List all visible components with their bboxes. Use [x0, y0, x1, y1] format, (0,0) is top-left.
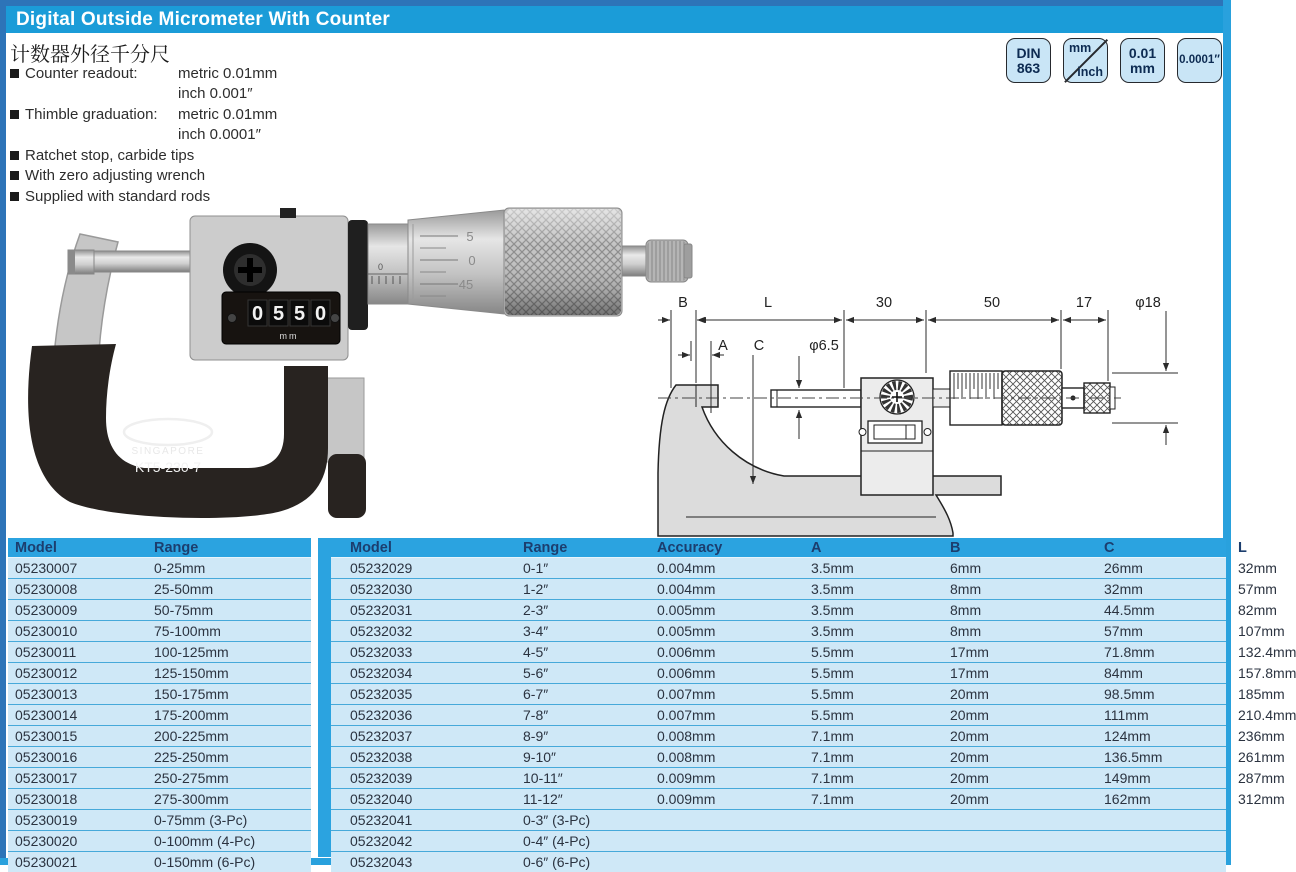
- table-cell: 111mm: [1085, 705, 1219, 726]
- brand-origin-label: SINGAPORE: [132, 446, 205, 457]
- table-row: [331, 684, 1226, 705]
- table-cell: 84mm: [1085, 663, 1219, 684]
- table-cell: 05230020: [8, 831, 147, 852]
- table-cell: 05230017: [8, 768, 147, 789]
- spec-list: [10, 63, 277, 207]
- inch-models-table-container: [331, 538, 1226, 872]
- spec-label: Supplied with standard rods: [25, 188, 210, 205]
- technical-drawing: [656, 293, 1231, 538]
- table-cell: 20mm: [931, 747, 1085, 768]
- thimble-mark-0: 0: [468, 253, 475, 268]
- table-cell: 287mm: [1219, 768, 1226, 789]
- table-cell: 8mm: [931, 600, 1085, 621]
- dim-label-dia18: φ18: [1135, 295, 1161, 311]
- table-cell: [638, 852, 792, 872]
- table-row: [8, 642, 311, 663]
- table-cell: 162mm: [1085, 789, 1219, 810]
- table-cell: 225-250mm: [147, 747, 311, 768]
- table-cell: 20mm: [931, 768, 1085, 789]
- table-cell: 0.008mm: [638, 726, 792, 747]
- dim-label-b: B: [678, 295, 688, 311]
- table-header-row: [331, 538, 1226, 558]
- page-title: Digital Outside Micrometer With Counter: [6, 9, 390, 31]
- table-cell: 05232041: [331, 810, 504, 831]
- bullet-square-icon: [10, 110, 19, 119]
- counter-unit-label: mm: [280, 331, 299, 341]
- table-cell: 17mm: [931, 663, 1085, 684]
- table-row: [8, 726, 311, 747]
- table-cell: 20mm: [931, 789, 1085, 810]
- table-row: [331, 558, 1226, 579]
- column-header: Range: [504, 538, 638, 558]
- table-cell: 10-11″: [504, 768, 638, 789]
- table-cell: 132.4mm: [1219, 642, 1226, 663]
- table-cell: 05232034: [331, 663, 504, 684]
- table-cell: 0.008mm: [638, 747, 792, 768]
- table-cell: 05232037: [331, 726, 504, 747]
- table-cell: 3.5mm: [792, 621, 931, 642]
- dim-label-dia65: φ6.5: [809, 338, 839, 354]
- table-cell: 0-1″: [504, 558, 638, 579]
- spec-value: metric 0.01mm: [178, 65, 277, 82]
- inch-models-table: [331, 538, 1226, 872]
- page-frame-left: [0, 0, 6, 865]
- badge-text: mm: [1069, 42, 1091, 55]
- table-cell: 05232043: [331, 852, 504, 872]
- table-row: [8, 705, 311, 726]
- spec-row: [10, 145, 277, 166]
- table-cell: [792, 852, 931, 872]
- table-cell: 05230008: [8, 579, 147, 600]
- table-cell: 0.005mm: [638, 600, 792, 621]
- table-cell: 125-150mm: [147, 663, 311, 684]
- table-row: [331, 768, 1226, 789]
- bullet-square-icon: [10, 151, 19, 160]
- table-cell: 05230018: [8, 789, 147, 810]
- table-cell: [1219, 831, 1226, 852]
- badge-text: 0.01: [1129, 46, 1156, 61]
- table-cell: 0.007mm: [638, 684, 792, 705]
- table-row: [8, 621, 311, 642]
- table-cell: 275-300mm: [147, 789, 311, 810]
- bullet-square-icon: [10, 171, 19, 180]
- table-row: [331, 726, 1226, 747]
- thimble-mark-45: 45: [459, 277, 473, 292]
- table-cell: 200-225mm: [147, 726, 311, 747]
- table-cell: 57mm: [1219, 579, 1226, 600]
- table-row: [331, 705, 1226, 726]
- table-cell: 7-8″: [504, 705, 638, 726]
- table-row: [331, 621, 1226, 642]
- table-cell: 05232042: [331, 831, 504, 852]
- spec-value: inch 0.0001″: [178, 126, 261, 143]
- dim-label-c: C: [754, 338, 764, 354]
- column-header: C: [1085, 538, 1219, 558]
- table-cell: 05232031: [331, 600, 504, 621]
- table-cell: 5-6″: [504, 663, 638, 684]
- badge-text: 863: [1017, 61, 1040, 76]
- badge-text: 0.0001″: [1179, 55, 1220, 67]
- table-cell: 7.1mm: [792, 726, 931, 747]
- counter-digit: 0: [252, 303, 263, 325]
- resolution-mm-badge: [1120, 38, 1165, 83]
- table-cell: 05230019: [8, 810, 147, 831]
- table-cell: 0.007mm: [638, 705, 792, 726]
- table-row: [331, 663, 1226, 684]
- spec-label: Thimble graduation:: [25, 106, 178, 123]
- table-cell: 20mm: [931, 726, 1085, 747]
- table-cell: 136.5mm: [1085, 747, 1219, 768]
- table-cell: 150-175mm: [147, 684, 311, 705]
- table-cell: 05232040: [331, 789, 504, 810]
- table-cell: [638, 810, 792, 831]
- table-cell: 124mm: [1085, 726, 1219, 747]
- table-cell: 05230010: [8, 621, 147, 642]
- dim-label-a: A: [718, 338, 728, 354]
- table-cell: 0.009mm: [638, 789, 792, 810]
- table-cell: [1085, 831, 1219, 852]
- table-row: [8, 810, 311, 831]
- table-cell: 7.1mm: [792, 747, 931, 768]
- badge-text: inch: [1077, 66, 1103, 79]
- table-cell: 4-5″: [504, 642, 638, 663]
- table-row: [331, 852, 1226, 872]
- column-header: Range: [147, 538, 311, 558]
- dim-label-30: 30: [876, 295, 892, 311]
- spec-row: [10, 63, 277, 84]
- table-cell: 8mm: [931, 621, 1085, 642]
- table-cell: 05230011: [8, 642, 147, 663]
- table-cell: 0-4″ (4-Pc): [504, 831, 638, 852]
- table-row: [8, 558, 311, 579]
- table-cell: 20mm: [931, 705, 1085, 726]
- product-photo: [22, 208, 694, 526]
- dim-label-l: L: [764, 295, 772, 311]
- table-cell: 26mm: [1085, 558, 1219, 579]
- table-row: [331, 810, 1226, 831]
- table-cell: 3.5mm: [792, 579, 931, 600]
- table-cell: 185mm: [1219, 684, 1226, 705]
- table-cell: 05230013: [8, 684, 147, 705]
- mm-inch-badge: [1063, 38, 1108, 83]
- column-header: Model: [8, 538, 147, 558]
- table-row: [331, 789, 1226, 810]
- feature-badges: [1006, 38, 1222, 83]
- table-cell: 11-12″: [504, 789, 638, 810]
- table-cell: 2-3″: [504, 600, 638, 621]
- table-cell: 149mm: [1085, 768, 1219, 789]
- table-cell: 157.8mm: [1219, 663, 1226, 684]
- spec-row: [10, 166, 277, 187]
- table-cell: [931, 852, 1085, 872]
- table-cell: 0-150mm (6-Pc): [147, 852, 311, 872]
- table-cell: 5.5mm: [792, 663, 931, 684]
- table-cell: 05232030: [331, 579, 504, 600]
- table-cell: 17mm: [931, 642, 1085, 663]
- spec-row: [10, 104, 277, 125]
- table-cell: 7.1mm: [792, 768, 931, 789]
- table-cell: [1219, 852, 1226, 872]
- table-cell: 3.5mm: [792, 600, 931, 621]
- table-row: [8, 789, 311, 810]
- thimble-mark-5: 5: [466, 229, 473, 244]
- table-row: [8, 831, 311, 852]
- header-bar: [6, 6, 1223, 33]
- table-cell: 0.004mm: [638, 558, 792, 579]
- table-cell: 32mm: [1219, 558, 1226, 579]
- badge-text: DIN: [1016, 46, 1040, 61]
- table-cell: 05230012: [8, 663, 147, 684]
- table-cell: 0.006mm: [638, 642, 792, 663]
- table-cell: 05232032: [331, 621, 504, 642]
- table-cell: 05232035: [331, 684, 504, 705]
- resolution-inch-badge: [1177, 38, 1222, 83]
- table-cell: 05230009: [8, 600, 147, 621]
- table-cell: 0.009mm: [638, 768, 792, 789]
- table-row: [331, 600, 1226, 621]
- table-row: [331, 831, 1226, 852]
- table-cell: 05230015: [8, 726, 147, 747]
- table-cell: 8mm: [931, 579, 1085, 600]
- table-cell: 75-100mm: [147, 621, 311, 642]
- table-cell: 0-25mm: [147, 558, 311, 579]
- column-header: B: [931, 538, 1085, 558]
- spec-row: [10, 84, 277, 105]
- model-code-label: KT5-230-7: [135, 459, 201, 475]
- table-cell: [1219, 810, 1226, 831]
- spec-label: With zero adjusting wrench: [25, 167, 205, 184]
- table-cell: 250-275mm: [147, 768, 311, 789]
- bullet-square-icon: [10, 192, 19, 201]
- table-cell: 05232038: [331, 747, 504, 768]
- table-cell: 261mm: [1219, 747, 1226, 768]
- table-cell: 3.5mm: [792, 558, 931, 579]
- table-cell: 7.1mm: [792, 789, 931, 810]
- table-cell: 05232033: [331, 642, 504, 663]
- table-row: [331, 747, 1226, 768]
- table-cell: 1-2″: [504, 579, 638, 600]
- table-row: [8, 600, 311, 621]
- table-cell: 312mm: [1219, 789, 1226, 810]
- counter-digit: 0: [315, 303, 326, 325]
- dim-label-17: 17: [1076, 295, 1092, 311]
- table-cell: [931, 810, 1085, 831]
- bullet-square-icon: [10, 69, 19, 78]
- table-row: [8, 684, 311, 705]
- table-cell: 175-200mm: [147, 705, 311, 726]
- table-cell: [792, 810, 931, 831]
- metric-models-table-container: [8, 538, 311, 872]
- table-cell: 0-100mm (4-Pc): [147, 831, 311, 852]
- table-cell: 05230014: [8, 705, 147, 726]
- table-cell: 5.5mm: [792, 642, 931, 663]
- table-cell: [1085, 810, 1219, 831]
- table-cell: 57mm: [1085, 621, 1219, 642]
- table-cell: 6-7″: [504, 684, 638, 705]
- badge-text: mm: [1130, 61, 1155, 76]
- table-cell: 100-125mm: [147, 642, 311, 663]
- table-row: [8, 579, 311, 600]
- table-header-row: [8, 538, 311, 558]
- spec-label: Ratchet stop, carbide tips: [25, 147, 194, 164]
- table-cell: 210.4mm: [1219, 705, 1226, 726]
- column-header: Model: [331, 538, 504, 558]
- column-header: L: [1219, 538, 1226, 558]
- table-cell: 05230021: [8, 852, 147, 872]
- table-cell: 0.006mm: [638, 663, 792, 684]
- table-cell: 0-3″ (3-Pc): [504, 810, 638, 831]
- spec-row: [10, 186, 277, 207]
- column-header: A: [792, 538, 931, 558]
- table-cell: [792, 831, 931, 852]
- metric-models-table: [8, 538, 311, 872]
- table-cell: 05232029: [331, 558, 504, 579]
- table-cell: 44.5mm: [1085, 600, 1219, 621]
- table-cell: 236mm: [1219, 726, 1226, 747]
- table-cell: 82mm: [1219, 600, 1226, 621]
- table-divider-bar: [318, 538, 331, 857]
- table-cell: [931, 831, 1085, 852]
- brand-label: ·KENTA·: [134, 424, 202, 441]
- table-cell: 107mm: [1219, 621, 1226, 642]
- table-row: [331, 642, 1226, 663]
- counter-digit: 5: [273, 303, 284, 325]
- table-cell: [1085, 852, 1219, 872]
- table-cell: 0.005mm: [638, 621, 792, 642]
- table-cell: 5.5mm: [792, 705, 931, 726]
- table-cell: [638, 831, 792, 852]
- spec-label: Counter readout:: [25, 65, 178, 82]
- table-cell: 32mm: [1085, 579, 1219, 600]
- table-cell: 5.5mm: [792, 684, 931, 705]
- spec-value: inch 0.001″: [178, 85, 253, 102]
- din-863-badge: [1006, 38, 1051, 83]
- table-cell: 05232036: [331, 705, 504, 726]
- table-cell: 6mm: [931, 558, 1085, 579]
- spec-value: metric 0.01mm: [178, 106, 277, 123]
- table-cell: 05230016: [8, 747, 147, 768]
- table-row: [331, 579, 1226, 600]
- table-cell: 20mm: [931, 684, 1085, 705]
- spec-row: [10, 125, 277, 146]
- table-cell: 71.8mm: [1085, 642, 1219, 663]
- counter-digit: 5: [294, 303, 305, 325]
- page-subtitle-chinese: 计数器外径千分尺: [10, 38, 170, 67]
- table-cell: 0.004mm: [638, 579, 792, 600]
- sleeve-zero-mark: 0: [378, 262, 383, 272]
- dim-label-50: 50: [984, 295, 1000, 311]
- table-row: [8, 768, 311, 789]
- table-row: [8, 663, 311, 684]
- table-cell: 0-75mm (3-Pc): [147, 810, 311, 831]
- table-cell: 0-6″ (6-Pc): [504, 852, 638, 872]
- table-row: [8, 852, 311, 872]
- table-cell: 8-9″: [504, 726, 638, 747]
- table-cell: 3-4″: [504, 621, 638, 642]
- table-cell: 9-10″: [504, 747, 638, 768]
- table-row: [8, 747, 311, 768]
- table-cell: 05232039: [331, 768, 504, 789]
- table-cell: 05230007: [8, 558, 147, 579]
- column-header: Accuracy: [638, 538, 792, 558]
- table-cell: 98.5mm: [1085, 684, 1219, 705]
- table-cell: 50-75mm: [147, 600, 311, 621]
- table-cell: 25-50mm: [147, 579, 311, 600]
